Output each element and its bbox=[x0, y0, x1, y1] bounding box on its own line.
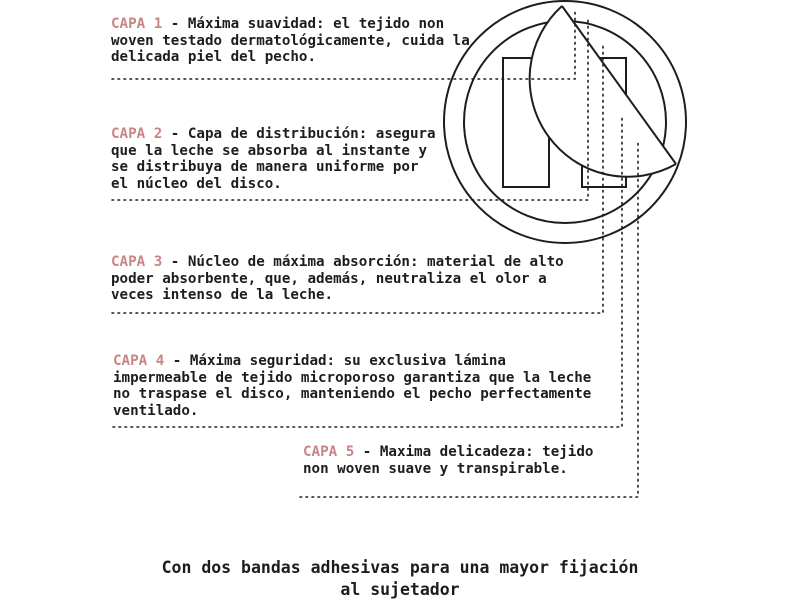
layer-1-text: - Máxima suavidad: el tejido non woven testado dermatológicamente, cuida la delicada piel del pecho. bbox=[111, 16, 470, 66]
layer-2-text: - Capa de distribución: asegura que la leche se absorba al instante y se distribuya de manera uniforme por el núcleo del disco. bbox=[111, 126, 436, 192]
layer-5-text: - Maxima delicadeza: tejido non woven suave y transpirable. bbox=[303, 444, 594, 477]
leader-line-layer-4 bbox=[113, 116, 622, 427]
layer-3-label: CAPA 3 bbox=[111, 254, 163, 270]
peeled-layer-flap bbox=[530, 6, 676, 177]
adhesive-bands-caption: Con dos bandas adhesivas para una mayor fijación al sujetador bbox=[161, 558, 639, 599]
layer-3-text: - Núcleo de máxima absorción: material de alto poder absorbente, que, además, neutraliza el olor a veces intenso de la leche. bbox=[111, 254, 564, 304]
layer-4-label: CAPA 4 bbox=[113, 353, 165, 369]
leader-line-layer-2 bbox=[112, 20, 588, 200]
layer-5-label: CAPA 5 bbox=[303, 444, 355, 460]
layer-2-label: CAPA 2 bbox=[111, 126, 163, 142]
layer-1-label: CAPA 1 bbox=[111, 16, 163, 32]
layer-4-text: - Máxima seguridad: su exclusiva lámina impermeable de tejido microporoso garantiza que la leche no traspase el disco, manteniendo el pecho perfectamente ventilado. bbox=[113, 353, 592, 419]
leader-line-layer-1 bbox=[112, 10, 575, 79]
